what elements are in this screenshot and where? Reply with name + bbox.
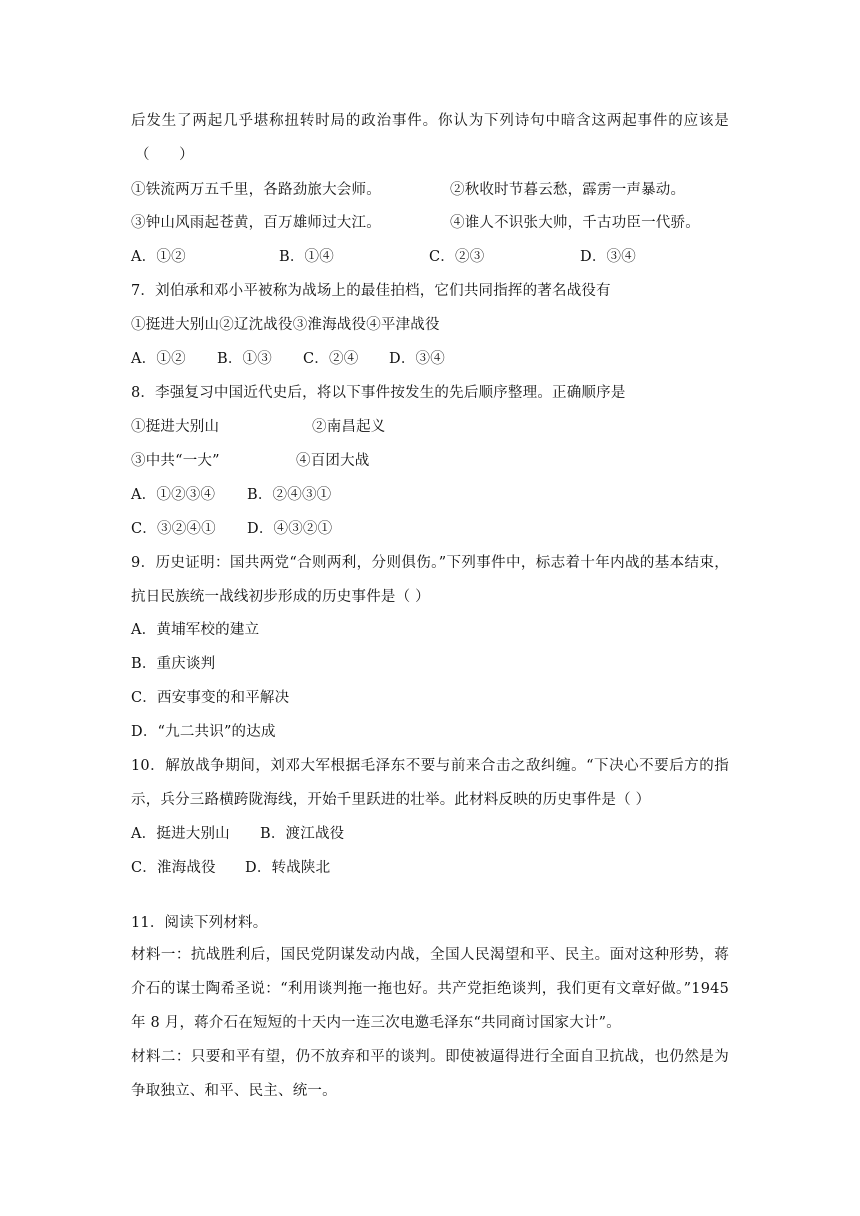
q8-option-d: D．④③②① — [247, 521, 333, 537]
q10-options-row-2 — [131, 858, 330, 878]
q9-stem-line-2: 抗日民族统一战线初步形成的历史事件是（ ） — [131, 589, 430, 605]
q8-item-3: ③中共“一大” — [131, 453, 220, 469]
q10-stem-line-1: 10．解放战争期间，刘邓大军根据毛泽东不要与前来合击之敌纠缠。“下决心不要后方的指 — [131, 758, 729, 774]
q6-option-a: A．①② — [131, 249, 186, 265]
q7-items: ①挺进大别山②辽沈战役③淮海战役④平津战役 — [131, 317, 440, 333]
q8-item-2: ②南昌起义 — [312, 419, 386, 435]
q10-options-row-1 — [131, 824, 344, 844]
q11-stem: 11．阅读下列材料。 — [131, 915, 268, 931]
q9-option-d: D．“九二共识”的达成 — [131, 724, 276, 740]
q8-stem: 8．李强复习中国近代史后，将以下事件按发生的先后顺序整理。正确顺序是 — [131, 385, 626, 401]
q11-material-1-line-3: 年 8 月，蒋介石在短短的十天内一连三次电邀毛泽东“共同商讨国家大计”。 — [131, 1015, 621, 1031]
q8-options-row-2 — [131, 519, 332, 539]
q6-answer-bracket: （ ） — [135, 147, 194, 163]
q8-options-row-1 — [131, 485, 331, 505]
q6-item-2: ②秋收时节暮云愁，霹雳一声暴动。 — [450, 182, 686, 198]
q6-stem-tail: 后发生了两起几乎堪称扭转时局的政治事件。你认为下列诗句中暗含这两起事件的应该是 — [131, 113, 729, 129]
q9-option-c: C．西安事变的和平解决 — [131, 690, 290, 706]
q11-material-2-line-1: 材料二：只要和平有望，仍不放弃和平的谈判。即使被逼得进行全面自卫抗战，也仍然是为 — [131, 1049, 729, 1065]
q10-option-d: D．转战陕北 — [245, 860, 331, 876]
q11-material-1-line-2: 介石的谋士陶希圣说：“利用谈判拖一拖也好。共产党拒绝谈判，我们更有文章好做。”1945 — [131, 981, 729, 997]
q10-option-a: A．挺进大别山 — [131, 826, 230, 842]
q7-option-d: D．③④ — [389, 351, 445, 367]
q9-option-a: A．黄埔军校的建立 — [131, 622, 260, 638]
q10-stem-line-2: 示，兵分三路横跨陇海线，开始千里跃进的壮举。此材料反映的历史事件是（ ） — [131, 792, 651, 808]
q11-material-1-line-1: 材料一：抗战胜利后，国民党阴谋发动内战，全国人民渴望和平、民主。面对这种形势，蒋 — [131, 947, 729, 963]
q8-item-1: ①挺进大别山 — [131, 419, 220, 435]
q7-option-b: B．①③ — [217, 351, 272, 367]
q6-item-4: ④谁人不识张大帅，千古功臣一代骄。 — [450, 215, 700, 231]
q6-option-c: C．②③ — [429, 249, 485, 265]
q8-item-4: ④百团大战 — [296, 453, 370, 469]
q6-item-1: ①铁流两万五千里，各路劲旅大会师。 — [131, 182, 381, 198]
q9-stem-line-1: 9．历史证明：国共两党“合则两利，分则俱伤。”下列事件中，标志着十年内战的基本结束， — [131, 555, 729, 571]
q10-option-b: B．渡江战役 — [260, 826, 345, 842]
q8-option-c: C．③②④① — [131, 521, 216, 537]
q7-option-a: A．①② — [131, 351, 186, 367]
q6-option-d: D．③④ — [580, 249, 636, 265]
q6-option-b: B．①④ — [279, 249, 334, 265]
q7-options — [131, 349, 445, 369]
q8-option-a: A．①②③④ — [131, 487, 216, 503]
q6-item-3: ③钟山风雨起苍黄，百万雄师过大江。 — [131, 215, 381, 231]
q10-option-c: C．淮海战役 — [131, 860, 216, 876]
q7-option-c: C．②④ — [303, 351, 359, 367]
q7-stem: 7．刘伯承和邓小平被称为战场上的最佳拍档，它们共同指挥的著名战役有 — [131, 283, 611, 299]
q9-option-b: B．重庆谈判 — [131, 656, 216, 672]
q8-option-b: B．②④③① — [247, 487, 332, 503]
q11-material-2-line-2: 争取独立、和平、民主、统一。 — [131, 1083, 337, 1099]
